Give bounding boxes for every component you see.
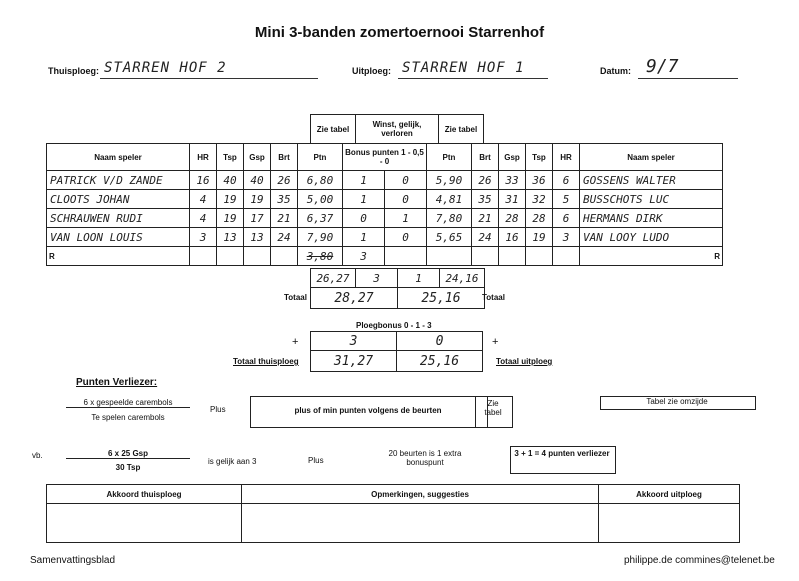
totaal-uitploeg-label: Totaal uitploeg	[496, 357, 553, 366]
table-row	[47, 209, 723, 228]
totaal-uitploeg-value[interactable]: 25,16	[397, 351, 483, 372]
subtotal-winst-home[interactable]: 3	[356, 269, 398, 288]
away-player-name[interactable]: HERMANS DIRK	[580, 209, 723, 228]
col-hr: HR	[190, 144, 217, 171]
cell-winst-away[interactable]: 0	[385, 228, 427, 247]
cell-ptn[interactable]: 3,80	[298, 247, 343, 266]
zie-tabel-box: Zie tabel	[484, 399, 502, 417]
away-player-name[interactable]: VAN LOOY LUDO	[580, 228, 723, 247]
cell-gsp-2[interactable]: 28	[499, 209, 526, 228]
example-is-gelijk: is gelijk aan 3	[208, 457, 257, 466]
ploegbonus-title: Ploegbonus 0 - 1 - 3	[356, 321, 432, 330]
cell-gsp[interactable]: 40	[244, 171, 271, 190]
col-gsp-2: Gsp	[499, 144, 526, 171]
cell-winst-home[interactable]: 0	[343, 209, 385, 228]
cell-ptn[interactable]: 5,00	[298, 190, 343, 209]
cell-winst-away[interactable]: 0	[385, 171, 427, 190]
cell-tsp[interactable]: 40	[217, 171, 244, 190]
cell-tsp-2[interactable]: 28	[526, 209, 553, 228]
col-ptn-2: Ptn	[427, 144, 472, 171]
cell-gsp-2[interactable]: 31	[499, 190, 526, 209]
example-denominator: 30 Tsp	[115, 463, 141, 472]
cell-ptn-2[interactable]: 5,65	[427, 228, 472, 247]
date-label: Datum:	[600, 66, 631, 76]
ploegbonus-home[interactable]: 3	[311, 332, 397, 351]
subtotal-winst-away[interactable]: 1	[398, 269, 440, 288]
akkoord-table	[46, 484, 740, 543]
cell-brt-2[interactable]: 35	[472, 190, 499, 209]
totaal-thuisploeg-value[interactable]: 31,27	[311, 351, 397, 372]
zie-tabel-left: Zie tabel	[311, 115, 356, 144]
away-player-name[interactable]: BUSSCHOTS LUC	[580, 190, 723, 209]
cell-brt-2[interactable]: 21	[472, 209, 499, 228]
cell-hr-2[interactable]: 6	[553, 171, 580, 190]
cell-hr[interactable]: 4	[190, 209, 217, 228]
example-plus: Plus	[308, 456, 324, 465]
col-bonus: Bonus punten 1 - 0,5 - 0	[343, 144, 427, 171]
example-beurten: 20 beurten is 1 extra bonuspunt	[388, 449, 462, 467]
cell-brt[interactable]: 26	[271, 171, 298, 190]
table-row	[47, 171, 723, 190]
totaal-thuisploeg-label: Totaal thuisploeg	[233, 357, 299, 366]
cell-winst-away[interactable]: 1	[385, 209, 427, 228]
col-tsp-2: Tsp	[526, 144, 553, 171]
cell-tsp-2[interactable]: 19	[526, 228, 553, 247]
winst-header: Winst, gelijk, verloren	[356, 115, 439, 144]
totaal-label-left: Totaal	[284, 293, 307, 302]
home-player-name[interactable]: CLOOTS JOHAN	[47, 190, 190, 209]
example-verliezer: 3 + 1 = 4 punten verliezer	[514, 449, 610, 458]
cell-brt-2[interactable]: 26	[472, 171, 499, 190]
table-row-r	[47, 247, 723, 266]
example-numerator: 6 x 25 Gsp	[66, 449, 190, 459]
date-value[interactable]: 9/7	[646, 56, 679, 77]
subtotal-away[interactable]: 24,16	[440, 269, 485, 288]
center-header-table	[310, 114, 484, 144]
scores-table	[46, 143, 723, 266]
table-row	[47, 190, 723, 209]
cell-ptn[interactable]: 7,90	[298, 228, 343, 247]
r-marker-left: R	[47, 247, 190, 266]
cell-tsp[interactable]: 19	[217, 209, 244, 228]
akkoord-uit-label: Akkoord uitploeg	[599, 485, 740, 504]
totaal-label-right: Totaal	[482, 293, 505, 302]
col-ptn: Ptn	[298, 144, 343, 171]
home-team-value[interactable]: STARREN HOF 2	[104, 60, 227, 76]
cell-winst-home[interactable]: 1	[343, 171, 385, 190]
plus-right: +	[492, 336, 499, 348]
away-team-value[interactable]: STARREN HOF 1	[402, 60, 525, 76]
cell-gsp-2[interactable]: 16	[499, 228, 526, 247]
ploegbonus-away[interactable]: 0	[397, 332, 483, 351]
cell-hr-2[interactable]: 5	[553, 190, 580, 209]
home-team-label: Thuisploeg:	[48, 66, 99, 76]
cell-gsp-2[interactable]: 33	[499, 171, 526, 190]
totaal-home-value[interactable]: 28,27	[311, 288, 398, 309]
cell-ptn[interactable]: 6,37	[298, 209, 343, 228]
akkoord-thuis-field[interactable]	[47, 504, 242, 543]
footer-left: Samenvattingsblad	[30, 555, 116, 566]
subtotal-table	[310, 268, 485, 309]
home-player-name[interactable]: PATRICK V/D ZANDE	[47, 171, 190, 190]
cell-winst-home[interactable]: 3	[343, 247, 385, 266]
cell-gsp[interactable]: 17	[244, 209, 271, 228]
col-tsp: Tsp	[217, 144, 244, 171]
beurten-box-text: plus of min punten volgens de beurten	[294, 406, 442, 415]
cell-tsp-2[interactable]: 32	[526, 190, 553, 209]
opmerkingen-label: Opmerkingen, suggesties	[242, 485, 599, 504]
col-gsp: Gsp	[244, 144, 271, 171]
cell-hr[interactable]: 4	[190, 190, 217, 209]
cell-winst-home[interactable]: 1	[343, 228, 385, 247]
r-marker-right: R	[580, 247, 723, 266]
col-naam-speler: Naam speler	[47, 144, 190, 171]
home-player-name[interactable]: SCHRAUWEN RUDI	[47, 209, 190, 228]
page-title: Mini 3-banden zomertoernooi Starrenhof	[254, 24, 545, 41]
cell-gsp[interactable]: 13	[244, 228, 271, 247]
cell-brt[interactable]: 21	[271, 209, 298, 228]
cell-hr[interactable]: 16	[190, 171, 217, 190]
cell-ptn[interactable]: 6,80	[298, 171, 343, 190]
fraction-numerator: 6 x gespeelde carembols	[66, 398, 190, 408]
cell-ptn-2[interactable]: 4,81	[427, 190, 472, 209]
cell-brt[interactable]: 35	[271, 190, 298, 209]
plus-left: +	[292, 336, 299, 348]
away-team-label: Uitploeg:	[352, 66, 391, 76]
example-vb: vb.	[32, 451, 43, 460]
cell-hr[interactable]: 3	[190, 228, 217, 247]
zie-tabel-right: Zie tabel	[439, 115, 484, 144]
cell-brt[interactable]: 24	[271, 228, 298, 247]
cell-brt-2[interactable]: 24	[472, 228, 499, 247]
plus-text: Plus	[210, 405, 226, 414]
footer-right: philippe.de commines@telenet.be	[624, 555, 775, 566]
totaal-away-value[interactable]: 25,16	[398, 288, 485, 309]
opmerkingen-field[interactable]	[242, 504, 599, 543]
cell-hr-2[interactable]: 6	[553, 209, 580, 228]
col-hr-2: HR	[553, 144, 580, 171]
col-brt: Brt	[271, 144, 298, 171]
ploegbonus-table	[310, 331, 483, 372]
cell-tsp[interactable]: 13	[217, 228, 244, 247]
cell-winst-away[interactable]: 0	[385, 190, 427, 209]
home-player-name[interactable]: VAN LOON LOUIS	[47, 228, 190, 247]
punten-verliezer-title: Punten Verliezer:	[76, 377, 158, 388]
akkoord-uit-field[interactable]	[599, 504, 740, 543]
cell-tsp-2[interactable]: 36	[526, 171, 553, 190]
tabel-omzijde: Tabel zie omzijde	[646, 397, 708, 406]
cell-winst-home[interactable]: 1	[343, 190, 385, 209]
table-row	[47, 228, 723, 247]
col-naam-speler-2: Naam speler	[580, 144, 723, 171]
cell-hr-2[interactable]: 3	[553, 228, 580, 247]
cell-gsp[interactable]: 19	[244, 190, 271, 209]
fraction-denominator: Te spelen carembols	[91, 413, 165, 422]
akkoord-thuis-label: Akkoord thuisploeg	[47, 485, 242, 504]
cell-tsp[interactable]: 19	[217, 190, 244, 209]
cell-ptn-2[interactable]: 7,80	[427, 209, 472, 228]
cell-ptn-2[interactable]: 5,90	[427, 171, 472, 190]
subtotal-home[interactable]: 26,27	[311, 269, 356, 288]
col-brt-2: Brt	[472, 144, 499, 171]
away-player-name[interactable]: GOSSENS WALTER	[580, 171, 723, 190]
